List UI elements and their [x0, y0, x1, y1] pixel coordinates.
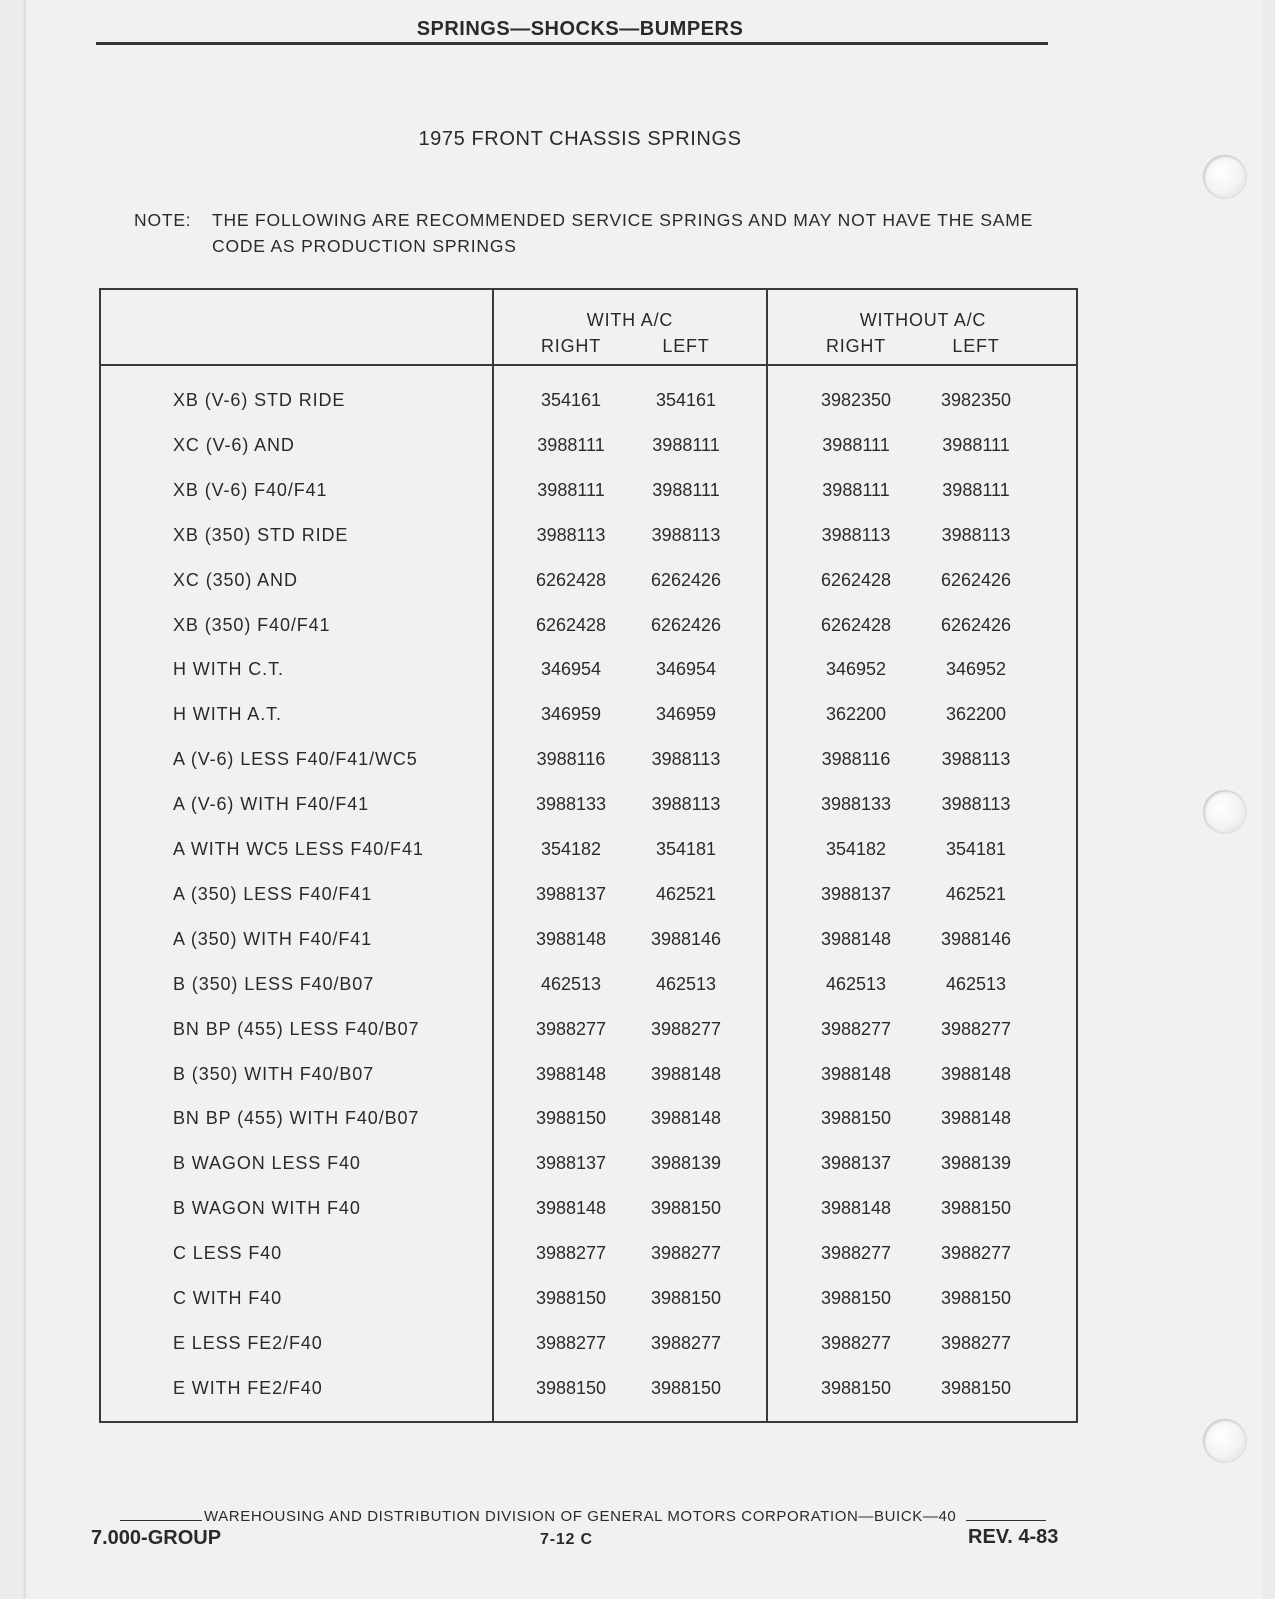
with-ac-left: 6262426 — [650, 614, 722, 635]
with-ac-left: 3988113 — [651, 794, 721, 815]
table-row — [101, 1241, 1076, 1286]
without-ac-left: 462521 — [945, 883, 1007, 904]
with-ac-right: 3988148 — [535, 1198, 607, 1219]
without-ac-left: 3988150 — [940, 1288, 1012, 1308]
column-header-with-left: LEFT — [662, 336, 710, 356]
with-ac-left: 3988277 — [650, 1243, 722, 1264]
with-ac-left: 346954 — [655, 659, 717, 680]
without-ac-left: 3988111 — [942, 434, 1010, 455]
without-ac-right: 6262428 — [820, 569, 892, 590]
table-row — [101, 433, 1076, 478]
binder-hole — [1203, 790, 1247, 834]
table-row — [101, 568, 1076, 613]
with-ac-right: 3988277 — [535, 1332, 607, 1353]
page-header-title: SPRINGS—SHOCKS—BUMPERS — [416, 18, 744, 40]
without-ac-left: 6262426 — [940, 614, 1012, 635]
without-ac-right: 3988277 — [820, 1018, 892, 1039]
with-ac-right: 3988148 — [535, 1063, 607, 1084]
without-ac-right: 3988116 — [821, 749, 891, 770]
table-row — [101, 972, 1076, 1017]
with-ac-left: 3988113 — [651, 524, 721, 545]
with-ac-right: 3988111 — [537, 479, 605, 500]
without-ac-right: 354182 — [825, 839, 887, 859]
row-label: C LESS F40 — [173, 1243, 283, 1264]
footer-rule-left — [120, 1520, 202, 1521]
row-label: XB (350) STD RIDE — [173, 524, 349, 545]
without-ac-right: 3988150 — [820, 1377, 892, 1398]
table-row — [101, 523, 1076, 568]
with-ac-left: 3988148 — [650, 1108, 722, 1129]
row-label: A (V-6) LESS F40/F41/WC5 — [173, 749, 418, 770]
without-ac-right: 3988148 — [820, 928, 892, 949]
with-ac-right: 346954 — [540, 659, 602, 680]
without-ac-right: 6262428 — [820, 614, 892, 635]
without-ac-right: 3988148 — [820, 1198, 892, 1219]
table-row — [101, 1376, 1076, 1421]
without-ac-left: 6262426 — [940, 569, 1012, 590]
without-ac-right: 362200 — [825, 704, 887, 725]
without-ac-right: 3988111 — [822, 434, 890, 455]
header-divider — [101, 364, 1076, 366]
column-header-without-left: LEFT — [952, 336, 1000, 356]
footer-division-text: WAREHOUSING AND DISTRIBUTION DIVISION OF GENERAL MOTORS CORPORATION—BUICK—40 — [204, 1508, 957, 1525]
with-ac-right: 3988113 — [536, 524, 606, 545]
table-row — [101, 702, 1076, 747]
row-label: B (350) WITH F40/B07 — [173, 1063, 375, 1084]
group-header-without-ac: WITHOUT A/C — [859, 310, 987, 330]
footer-rule-right — [966, 1520, 1046, 1521]
with-ac-left: 3988277 — [650, 1332, 722, 1353]
with-ac-right: 3988148 — [535, 928, 607, 949]
without-ac-left: 3988113 — [941, 749, 1011, 770]
table-row — [101, 792, 1076, 837]
without-ac-right: 462513 — [825, 973, 887, 994]
without-ac-right: 3988150 — [820, 1108, 892, 1129]
without-ac-left: 462513 — [945, 973, 1007, 994]
row-label: H WITH C.T. — [173, 659, 284, 680]
without-ac-right: 3988111 — [822, 479, 890, 500]
row-label: C WITH F40 — [173, 1288, 283, 1308]
group-header-with-ac: WITH A/C — [586, 310, 674, 330]
row-label: XB (V-6) STD RIDE — [173, 390, 346, 410]
without-ac-right: 3982350 — [820, 390, 892, 410]
section-title: 1975 FRONT CHASSIS SPRINGS — [418, 128, 742, 150]
with-ac-right: 3988150 — [535, 1288, 607, 1308]
table-row — [101, 837, 1076, 882]
note-text: THE FOLLOWING ARE RECOMMENDED SERVICE SPRINGS AND MAY NOT HAVE THE SAME CODE AS PRODUCTION SPRINGS — [212, 210, 1034, 256]
with-ac-right: 3988137 — [535, 883, 607, 904]
without-ac-left: 3988113 — [941, 794, 1011, 815]
without-ac-left: 3988150 — [940, 1198, 1012, 1219]
with-ac-left: 3988277 — [650, 1018, 722, 1039]
without-ac-left: 3988277 — [940, 1332, 1012, 1353]
row-label: H WITH A.T. — [173, 704, 282, 725]
with-ac-left: 3988150 — [650, 1288, 722, 1308]
without-ac-right: 3988277 — [820, 1332, 892, 1353]
with-ac-left: 354161 — [655, 390, 717, 410]
with-ac-left: 3988148 — [650, 1063, 722, 1084]
without-ac-right: 3988113 — [821, 524, 891, 545]
without-ac-right: 3988150 — [820, 1288, 892, 1308]
with-ac-right: 3988111 — [537, 434, 605, 455]
row-label: B WAGON WITH F40 — [173, 1198, 361, 1219]
with-ac-left: 3988111 — [652, 434, 720, 455]
without-ac-left: 3988139 — [940, 1153, 1012, 1174]
row-label: E WITH FE2/F40 — [173, 1377, 323, 1398]
table-row — [101, 657, 1076, 702]
with-ac-right: 346959 — [540, 704, 602, 725]
without-ac-left: 354181 — [945, 839, 1007, 859]
table-row — [101, 1062, 1076, 1107]
table-row — [101, 747, 1076, 792]
table-row — [101, 613, 1076, 658]
with-ac-left: 3988139 — [650, 1153, 722, 1174]
without-ac-right: 3988148 — [820, 1063, 892, 1084]
row-label: A (350) WITH F40/F41 — [173, 928, 373, 949]
row-label: XC (350) AND — [173, 569, 298, 590]
with-ac-left: 3988111 — [652, 479, 720, 500]
table-row — [101, 1106, 1076, 1151]
column-header-without-right: RIGHT — [826, 336, 886, 356]
without-ac-left: 3988148 — [940, 1063, 1012, 1084]
table-row — [101, 927, 1076, 972]
table-row — [101, 478, 1076, 523]
binder-hole — [1203, 1419, 1247, 1463]
without-ac-left: 3988277 — [940, 1018, 1012, 1039]
table-row — [101, 1331, 1076, 1376]
without-ac-right: 3988133 — [820, 794, 892, 815]
table-row — [101, 1286, 1076, 1331]
row-label: BN BP (455) LESS F40/B07 — [173, 1018, 420, 1039]
without-ac-left: 362200 — [945, 704, 1007, 725]
table-row — [101, 1196, 1076, 1241]
row-label: B (350) LESS F40/B07 — [173, 973, 375, 994]
row-label: B WAGON LESS F40 — [173, 1153, 361, 1174]
springs-table — [99, 288, 1078, 1423]
row-label: XC (V-6) AND — [173, 434, 295, 455]
with-ac-right: 3988137 — [535, 1153, 607, 1174]
with-ac-left: 462513 — [655, 973, 717, 994]
with-ac-right: 3988150 — [535, 1377, 607, 1398]
binder-hole — [1203, 155, 1247, 199]
with-ac-left: 3988150 — [650, 1198, 722, 1219]
row-label: A WITH WC5 LESS F40/F41 — [173, 839, 424, 859]
footer-group-number: 7.000-GROUP — [91, 1527, 222, 1549]
with-ac-right: 6262428 — [535, 569, 607, 590]
with-ac-left: 3988150 — [650, 1377, 722, 1398]
with-ac-right: 3988133 — [535, 794, 607, 815]
without-ac-left: 3988111 — [942, 479, 1010, 500]
row-label: E LESS FE2/F40 — [173, 1332, 323, 1353]
table-row — [101, 1151, 1076, 1196]
with-ac-right: 354182 — [540, 839, 602, 859]
note-label: NOTE: — [134, 210, 192, 230]
with-ac-right: 462513 — [540, 973, 602, 994]
without-ac-left: 3988146 — [940, 928, 1012, 949]
header-rule — [96, 42, 1048, 45]
with-ac-right: 3988277 — [535, 1243, 607, 1264]
without-ac-left: 3988113 — [941, 524, 1011, 545]
without-ac-right: 3988137 — [820, 883, 892, 904]
with-ac-right: 3988150 — [535, 1108, 607, 1129]
footer-page-number: 7-12 C — [540, 1531, 593, 1548]
row-label: A (350) LESS F40/F41 — [173, 883, 373, 904]
row-label: XB (350) F40/F41 — [173, 614, 331, 635]
with-ac-left: 6262426 — [650, 569, 722, 590]
with-ac-right: 3988277 — [535, 1018, 607, 1039]
footer-revision: REV. 4-83 — [968, 1526, 1059, 1548]
with-ac-left: 3988113 — [651, 749, 721, 770]
row-label: BN BP (455) WITH F40/B07 — [173, 1108, 420, 1129]
column-header-with-right: RIGHT — [541, 336, 601, 356]
without-ac-left: 3988277 — [940, 1243, 1012, 1264]
with-ac-right: 3988116 — [536, 749, 606, 770]
without-ac-right: 3988277 — [820, 1243, 892, 1264]
without-ac-left: 346952 — [945, 659, 1007, 680]
table-row — [101, 1017, 1076, 1062]
without-ac-right: 3988137 — [820, 1153, 892, 1174]
without-ac-left: 3988148 — [940, 1108, 1012, 1129]
with-ac-right: 6262428 — [535, 614, 607, 635]
without-ac-right: 346952 — [825, 659, 887, 680]
table-row — [101, 882, 1076, 927]
without-ac-left: 3988150 — [940, 1377, 1012, 1398]
with-ac-left: 462521 — [655, 883, 717, 904]
without-ac-left: 3982350 — [940, 390, 1012, 410]
row-label: XB (V-6) F40/F41 — [173, 479, 328, 500]
with-ac-left: 346959 — [655, 704, 717, 725]
with-ac-left: 3988146 — [650, 928, 722, 949]
table-row — [101, 388, 1076, 433]
with-ac-right: 354161 — [540, 390, 602, 410]
with-ac-left: 354181 — [655, 839, 717, 859]
row-label: A (V-6) WITH F40/F41 — [173, 794, 370, 815]
